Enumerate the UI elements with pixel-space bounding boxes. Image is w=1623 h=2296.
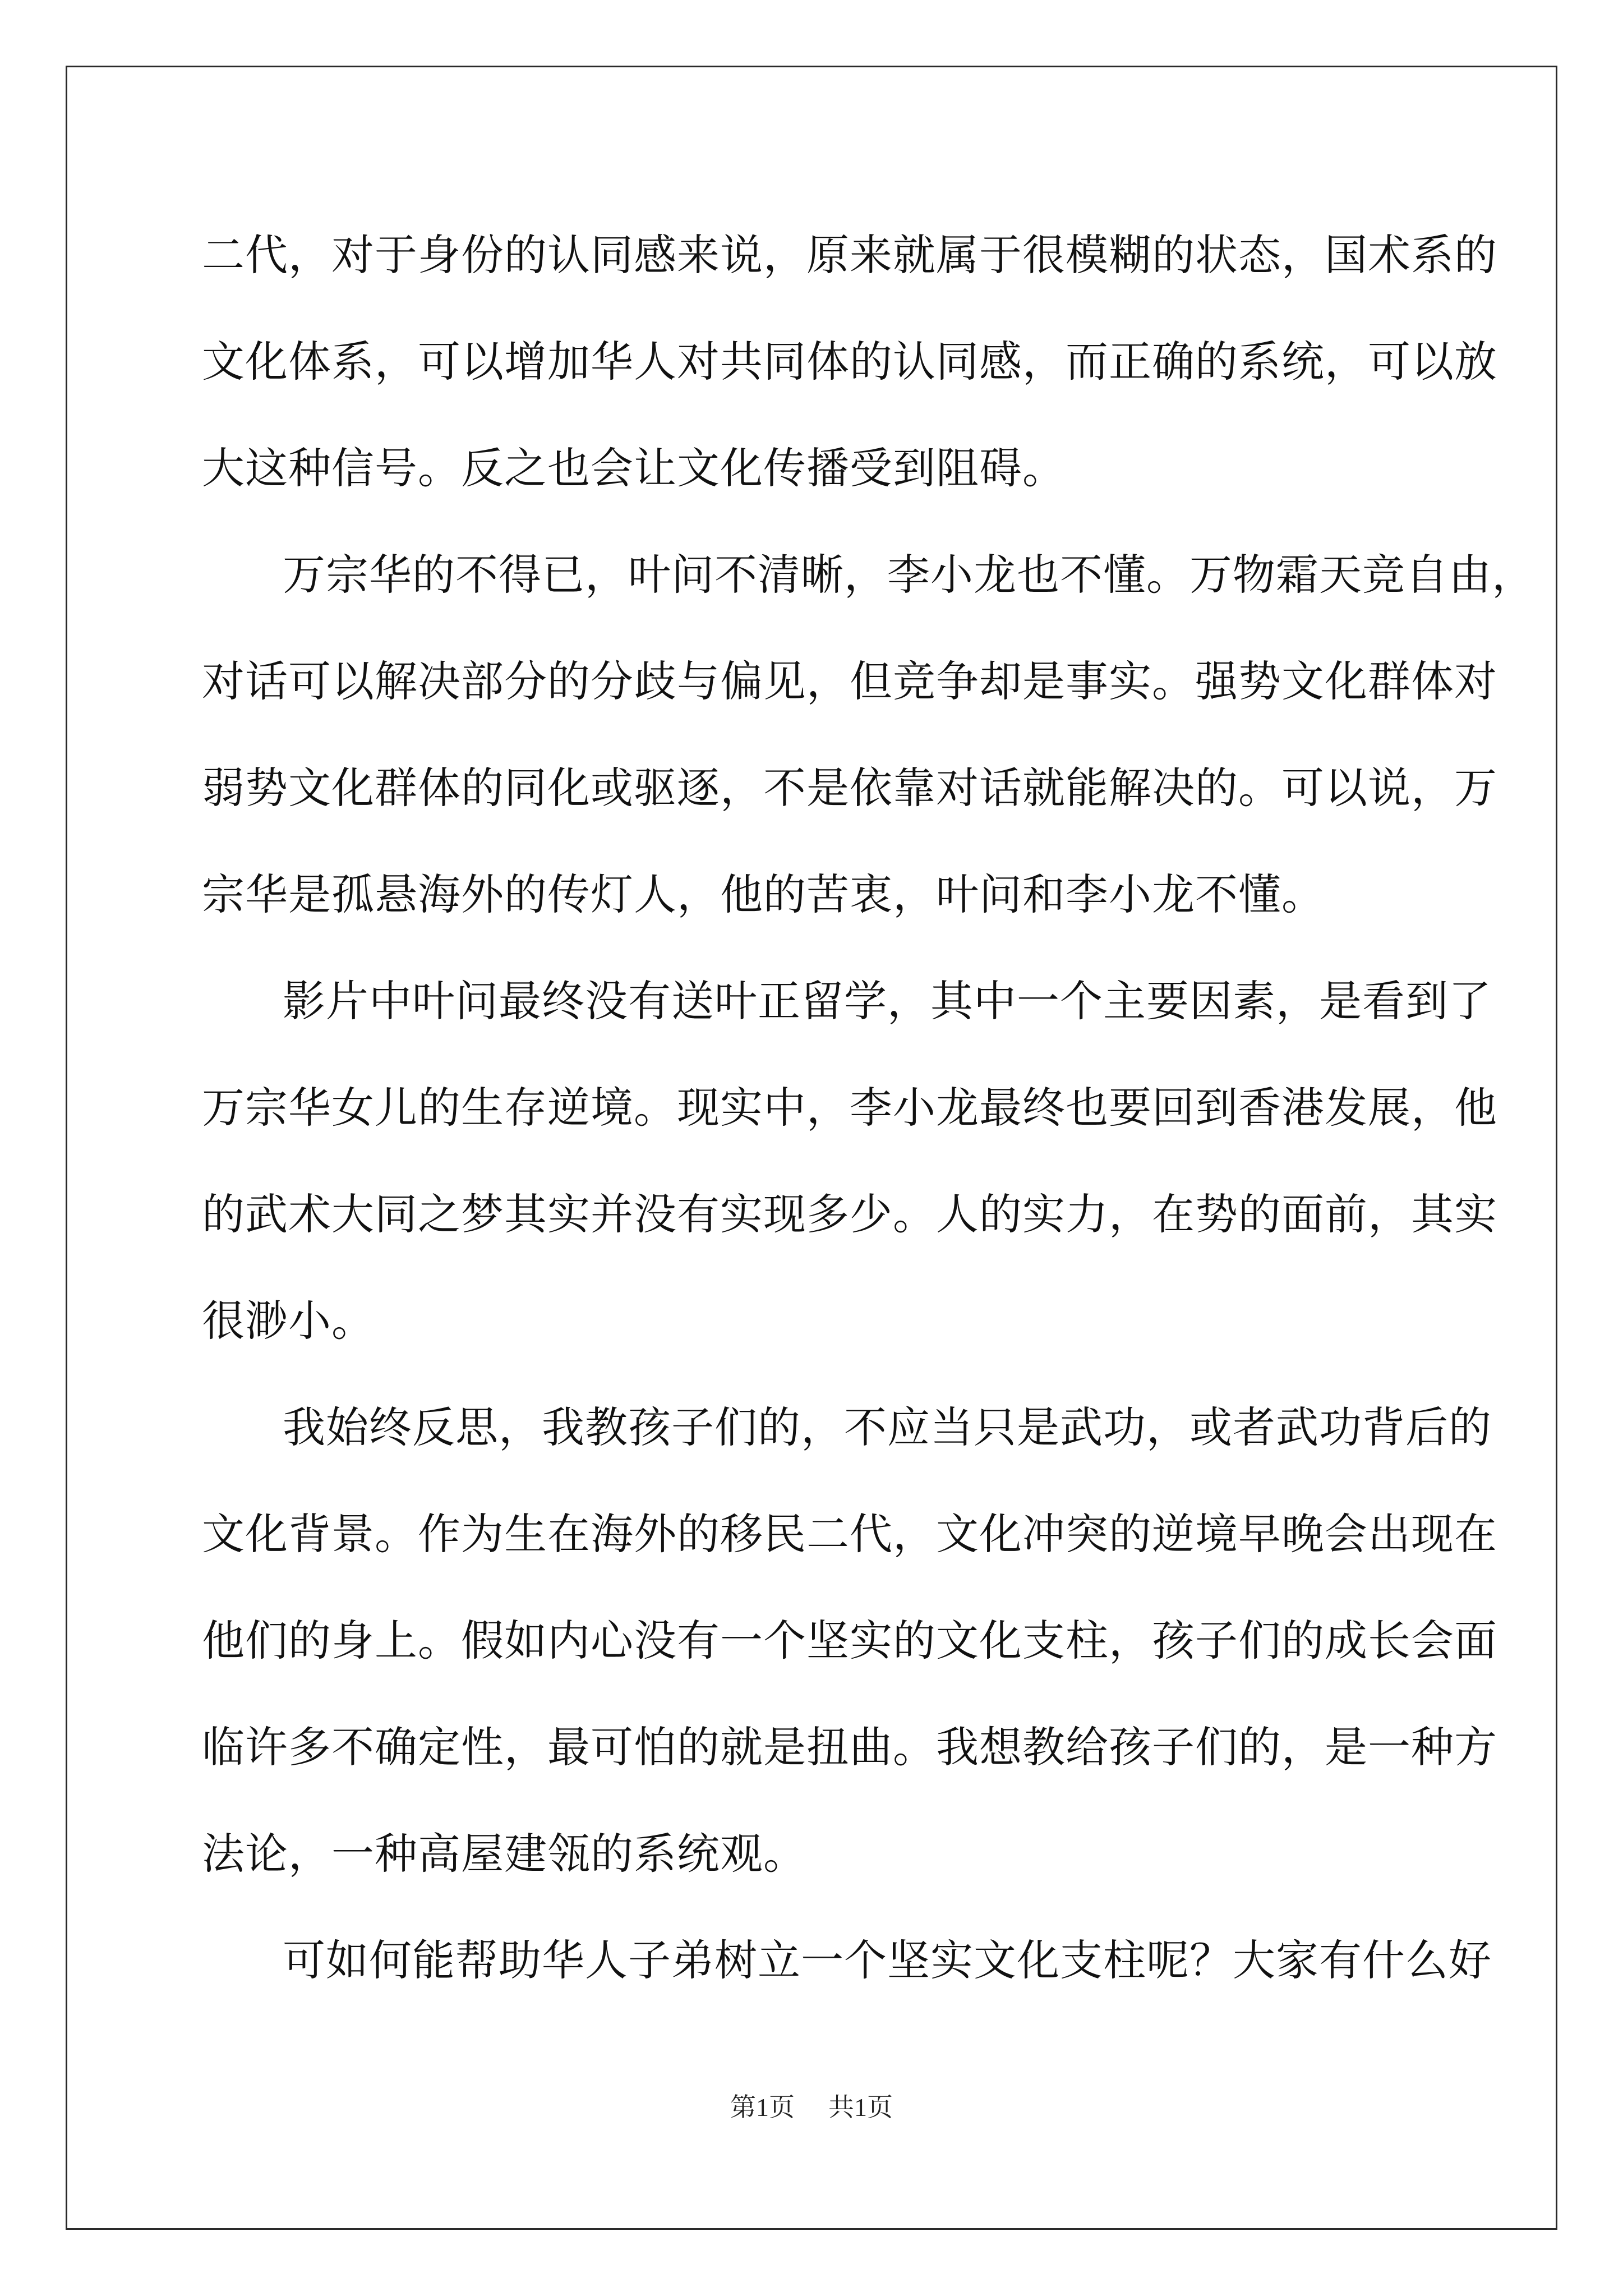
page-total: 共1页 bbox=[828, 2093, 893, 2122]
paragraph-start-line: 我始终反思，我教孩子们的，不应当只是武功，或者武功背后的 bbox=[283, 1402, 1492, 1452]
paragraph-start-line: 万宗华的不得已，叶问不清晰，李小龙也不懂。万物霜天竞自由， bbox=[283, 550, 1535, 600]
text-line: 对话可以解决部分的分歧与偏见，但竞争却是事实。强势文化群体对 bbox=[202, 656, 1497, 706]
text-line: 弱势文化群体的同化或驱逐，不是依靠对话就能解决的。可以说，万 bbox=[202, 763, 1497, 813]
text-line: 大这种信号。反之也会让文化传播受到阻碍。 bbox=[202, 443, 1066, 493]
page-current: 第1页 bbox=[730, 2093, 795, 2122]
text-line: 万宗华女儿的生存逆境。现实中，李小龙最终也要回到香港发展，他 bbox=[202, 1083, 1497, 1133]
text-line: 文化背景。作为生在海外的移民二代，文化冲突的逆境早晚会出现在 bbox=[202, 1509, 1497, 1559]
text-line: 的武术大同之梦其实并没有实现多少。人的实力，在势的面前，其实 bbox=[202, 1189, 1497, 1239]
text-line: 法论，一种高屋建瓴的系统观。 bbox=[202, 1829, 806, 1879]
text-line: 很渺小。 bbox=[202, 1296, 375, 1346]
text-line: 他们的身上。假如内心没有一个坚实的文化支柱，孩子们的成长会面 bbox=[202, 1616, 1497, 1665]
text-line: 二代，对于身份的认同感来说，原来就属于很模糊的状态，国术系的 bbox=[202, 230, 1497, 280]
text-line: 宗华是孤悬海外的传灯人，他的苦衷，叶问和李小龙不懂。 bbox=[202, 869, 1325, 919]
page-footer bbox=[0, 2088, 1623, 2127]
paragraph-start-line: 影片中叶问最终没有送叶正留学，其中一个主要因素，是看到了 bbox=[283, 976, 1492, 1026]
text-line: 临许多不确定性，最可怕的就是扭曲。我想教给孩子们的，是一种方 bbox=[202, 1722, 1497, 1772]
paragraph-start-line: 可如何能帮助华人子弟树立一个坚实文化支柱呢？大家有什么好 bbox=[283, 1935, 1492, 1985]
text-line: 文化体系，可以增加华人对共同体的认同感，而正确的系统，可以放 bbox=[202, 337, 1497, 386]
